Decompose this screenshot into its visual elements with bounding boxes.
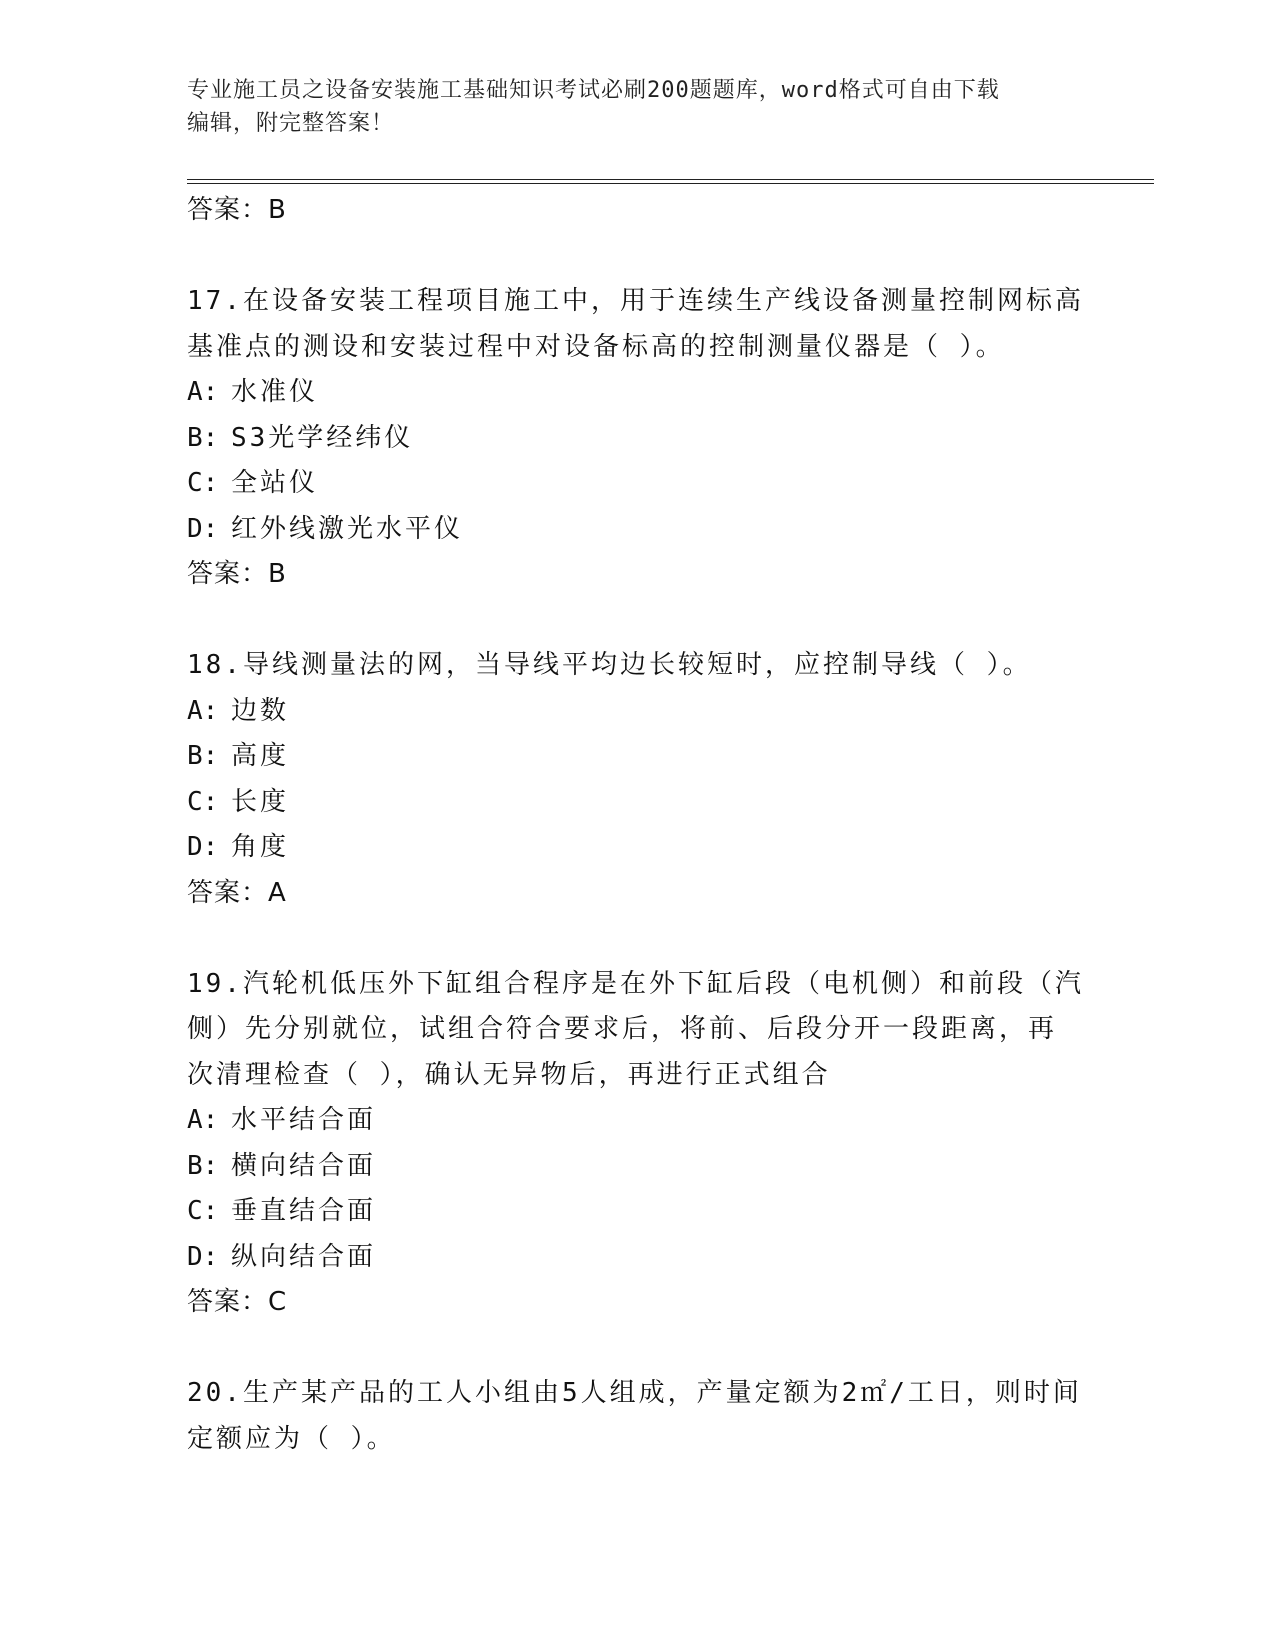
option-b (187, 416, 1087, 462)
option-d (187, 1235, 1087, 1281)
question-19 (187, 962, 1087, 1326)
question-stem-line: 19.汽轮机低压外下缸组合程序是在外下缸后段（电机侧）和前段（汽 (187, 968, 1084, 999)
question-stem-line: 定额应为（ ）。 (187, 1423, 396, 1454)
option-key: B: (187, 741, 219, 771)
option-key: A: (187, 695, 219, 726)
option-text: 水平结合面 (231, 1105, 377, 1135)
option-b (187, 734, 1087, 780)
option-c (187, 1189, 1087, 1235)
question-17 (187, 279, 1087, 598)
option-key: A: (187, 1105, 219, 1135)
option-key: B: (187, 1150, 219, 1181)
option-text: 长度 (231, 786, 290, 817)
option-text: 边数 (231, 695, 290, 726)
spacer (187, 1326, 1087, 1372)
option-key: A: (187, 377, 219, 407)
header-divider-thick (187, 183, 1154, 184)
spacer (187, 234, 1087, 280)
question-stem-line: 17.在设备安装工程项目施工中，用于连续生产线设备测量控制网标高 (187, 286, 1084, 316)
spacer (187, 598, 1087, 644)
header-line-2: 编辑，附完整答案！ (187, 111, 395, 136)
answer: 答案：C (187, 1287, 288, 1317)
option-text: 角度 (231, 832, 290, 862)
option-key: C: (187, 468, 219, 498)
option-key: D: (187, 1241, 219, 1272)
option-text: 红外线激光水平仪 (231, 513, 464, 544)
question-stem-line: 侧）先分别就位，试组合符合要求后，将前、后段分开一段距离，再 (187, 1014, 1058, 1044)
option-a (187, 689, 1087, 735)
option-text: 全站仪 (231, 468, 319, 498)
option-key: B: (187, 422, 219, 453)
option-text: 纵向结合面 (231, 1241, 377, 1272)
option-text: 高度 (231, 741, 290, 771)
option-text: 垂直结合面 (231, 1196, 377, 1226)
question-18 (187, 643, 1087, 916)
answer: 答案：A (187, 877, 287, 908)
option-text: S3光学经纬仪 (231, 422, 414, 453)
option-a (187, 1098, 1087, 1144)
document-header (187, 74, 1067, 140)
question-stem-line: 18.导线测量法的网，当导线平均边长较短时，应控制导线（ ）。 (187, 650, 1032, 680)
option-b (187, 1144, 1087, 1190)
header-divider-thin (187, 179, 1154, 180)
question-20 (187, 1371, 1087, 1462)
answer: 答案：B (187, 559, 287, 589)
header-line-1: 专业施工员之设备安装施工基础知识考试必刷200题题库，word格式可自由下载 (187, 78, 1000, 103)
option-text: 水准仪 (231, 377, 319, 407)
option-key: C: (187, 786, 219, 817)
spacer (187, 916, 1087, 962)
option-text: 横向结合面 (231, 1150, 377, 1181)
option-c (187, 780, 1087, 826)
option-key: D: (187, 832, 219, 862)
previous-answer: 答案：B (187, 195, 287, 225)
question-stem-line: 基准点的测设和安装过程中对设备标高的控制测量仪器是（ ）。 (187, 331, 1005, 362)
question-stem-line: 20.生产某产品的工人小组由5人组成，产量定额为2㎡/工日，则时间 (187, 1378, 1082, 1408)
option-key: C: (187, 1196, 219, 1226)
question-stem-line: 次清理检查（ ），确认无异物后，再进行正式组合 (187, 1059, 831, 1090)
option-key: D: (187, 513, 219, 544)
question-list (187, 188, 1087, 1462)
option-a (187, 370, 1087, 416)
option-d (187, 507, 1087, 553)
option-c (187, 461, 1087, 507)
option-d (187, 825, 1087, 871)
